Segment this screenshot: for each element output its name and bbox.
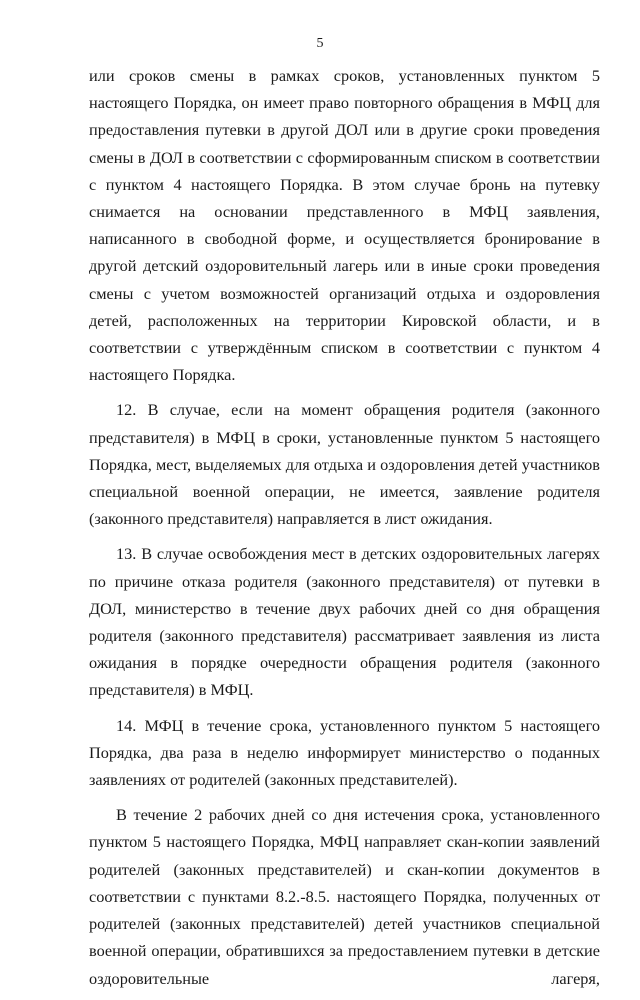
paragraph-continuation: или сроков смены в рамках сроков, установленных пунктом 5 настоящего Порядка, он имеет право повторного обращения в МФЦ для предоставления путевки в другой ДОЛ или в другие сроки проведения смены в ДОЛ в соответствии с сформированным списком в соответствии с пунктом 4 настоящего Порядка. В этом случае бронь на путевку снимается на основании представленного в МФЦ заявления, написанного в свободной форме, и осуществляется бронирование в другой детский оздоровительный лагерь или в иные сроки проведения смены с учетом возможностей организаций отдыха и оздоровления детей, расположенных на территории Кировской области, и в соответствии с утверждённым списком в соответствии с пунктом 4 настоящего Порядка.: [89, 66, 600, 385]
paragraph-item-13: 13. В случае освобождения мест в детских оздоровительных лагерях по причине отказа родителя (законного представителя) от путевки в ДОЛ, министерство в течение двух рабочих дней со дня обращения родителя (законного представителя) рассматривает заявления из листа ожидания в порядке очередности обращения родителя (законного представителя) в МФЦ.: [89, 544, 600, 700]
paragraph-item-12: 12. В случае, если на момент обращения родителя (законного представителя) в МФЦ в сроки, установленные пунктом 5 настоящего Порядка, мест, выделяемых для отдыха и оздоровления детей участников специальной военной операции, не имеется, заявление родителя (законного представителя) направляется в лист ожидания.: [89, 400, 600, 529]
page-number: 5: [316, 36, 324, 51]
document-body: [89, 62, 600, 1000]
paragraph-mfc-deadline: В течение 2 рабочих дней со дня истечения срока, установленного пунктом 5 настоящего Порядка, МФЦ направляет скан-копии заявлений родителей (законных представителей) и скан-копии документов в соответствии с пунктами 8.2.-8.5. настоящего Порядка, полученных от родителей (законных представителей) детей участников специальной военной операции, обратившихся за предоставлением путевки в детские оздоровительные лагеря,: [89, 805, 600, 988]
paragraph-item-14: 14. МФЦ в течение срока, установленного пунктом 5 настоящего Порядка, два раза в неделю информирует министерство о поданных заявлениях от родителей (законных представителей).: [89, 715, 600, 790]
